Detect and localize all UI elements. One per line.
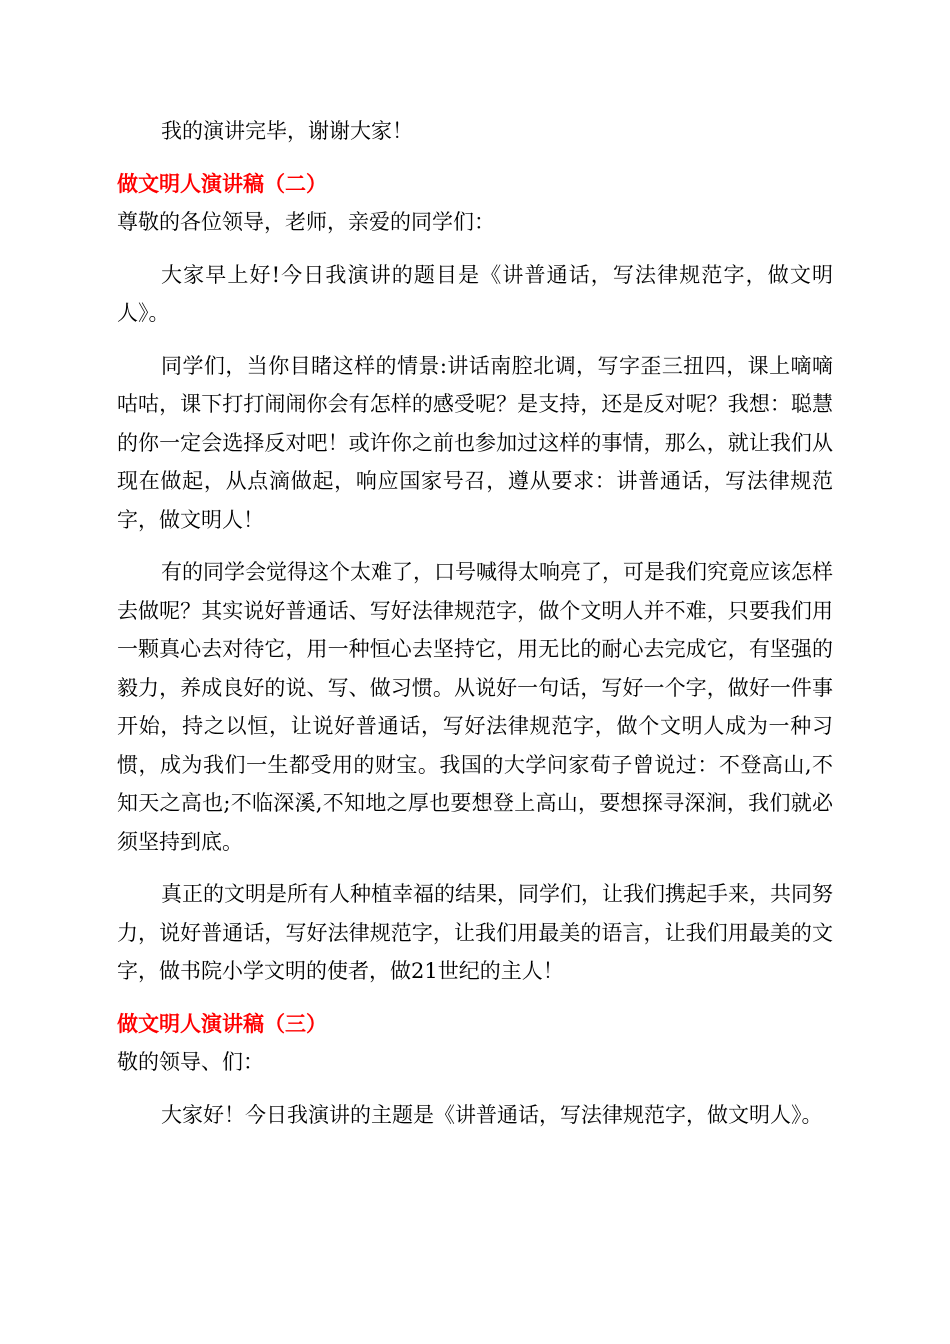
paragraph-3-1: 大家好！今日我演讲的主题是《讲普通话，写法律规范字，做文明人》。	[161, 1102, 823, 1127]
document-body	[117, 112, 833, 1134]
closing-line: 我的演讲完毕，谢谢大家！	[161, 119, 413, 143]
salutation-3: 敬的领导、们：	[117, 1050, 264, 1074]
paragraph-2-2: 同学们，当你目睹这样的情景:讲话南腔北调，写字歪三扭四，课上嘀嘀咕咕，课下打打闹闹你会有怎样的感受呢？是支持，还是反对呢？我想：聪慧的你一定会选择反对吧！或许你之前也参加过这样的事情，那么，就让我们从现在做起，从点滴做起，响应国家号召，遵从要求：讲普通话，写法律规范字，做文明人！	[117, 353, 833, 532]
paragraph-2-1: 大家早上好!今日我演讲的题目是《讲普通话，写法律规范字，做文明人》。	[117, 262, 833, 325]
paragraph-2-4: 真正的文明是所有人种植幸福的结果，同学们，让我们携起手来，共同努力，说好普通话，写好法律规范字，让我们用最美的语言，让我们用最美的文字，做书院小学文明的使者，做21世纪的主人！	[117, 882, 833, 983]
section-heading-3: 做文明人演讲稿（三）	[117, 1011, 327, 1036]
paragraph-2-3: 有的同学会觉得这个太难了，口号喊得太响亮了，可是我们究竟应该怎样去做呢？其实说好普通话、写好法律规范字，做个文明人并不难，只要我们用一颗真心去对待它，用一种恒心去坚持它，用无比的耐心去完成它，有坚强的毅力，养成良好的说、写、做习惯。从说好一句话，写好一个字，做好一件事开始，持之以恒，让说好普通话，写好法律规范字，做个文明人成为一种习惯，成为我们一生都受用的财宝。我国的大学问家荀子曾说过：不登高山,不知天之高也;不临深溪,不知地之厚也要想登上高山，要想探寻深涧，我们就必须坚持到底。	[117, 560, 833, 854]
section-heading-2: 做文明人演讲稿（二）	[117, 171, 327, 196]
salutation-2: 尊敬的各位领导，老师，亲爱的同学们：	[117, 210, 495, 234]
